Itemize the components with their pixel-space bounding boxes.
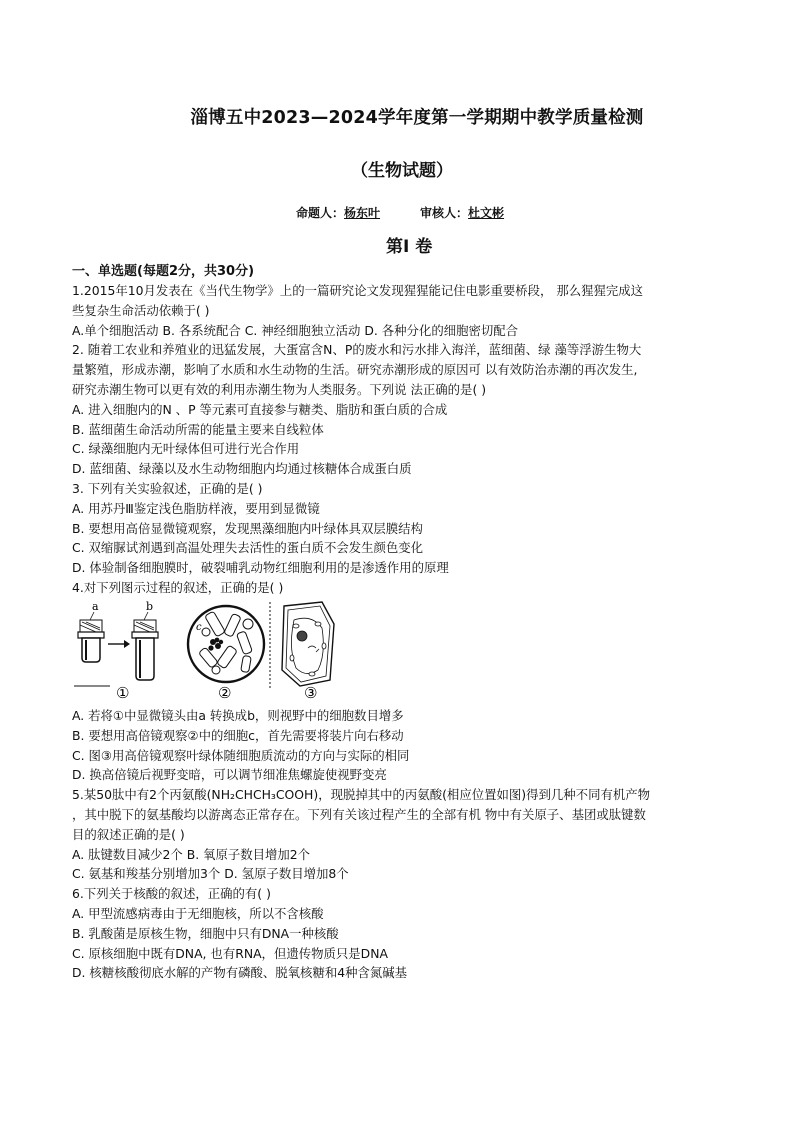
objective-lens-b	[132, 612, 158, 680]
author-label: 命题人：	[296, 206, 345, 220]
text-line: A. 用苏丹Ⅲ鉴定浅色脂肪样液，要用到显微镜	[72, 500, 320, 516]
objective-lens-panel	[74, 600, 158, 702]
text-line: 5.某50肽中有2个丙氨酸(NH₂CHCH₃COOH)，现脱掉其中的丙氨酸(相应位置如图)得到几种不同有机产物	[72, 787, 651, 803]
text-line: 2. 随着工农业和养殖业的迅猛发展，大蛋富含N、P的废水和污水排入海洋，蓝细菌、绿 藻等浮游生物大	[72, 342, 642, 358]
text-line: C. 氨基和羧基分别增加3个 D. 氢原子数目增加8个	[72, 866, 349, 882]
text-line: 3. 下列有关实验叙述，正确的是( )	[72, 480, 263, 496]
text-line: 4.对下列图示过程的叙述，正确的是( )	[72, 579, 284, 595]
arrow-icon	[108, 640, 130, 648]
text-line: C. 双缩脲试剂遇到高温处理失去活性的蛋白质不会发生颜色变化	[72, 540, 424, 556]
text-line: 些复杂生命活动依赖于( )	[72, 302, 210, 318]
label-a: a	[92, 600, 99, 613]
text-line: D. 核糖核酸彻底水解的产物有磷酸、脱氧核糖和4种含氮碱基	[72, 965, 408, 981]
text-line: C. 图③用高倍镜观察叶绿体随细胞质流动的方向与实际的相同	[72, 747, 410, 763]
text-line: B. 蓝细菌生命活动所需的能量主要来自线粒体	[72, 421, 324, 437]
text-line: 量繁殖，形成赤潮，影响了水质和水生动物的生活。研究赤潮形成的原因可 以有效防治赤潮的再次发生,	[72, 362, 638, 378]
volume-heading: 第I 卷	[386, 237, 433, 257]
text-line: A. 进入细胞内的N 、P 等元素可直接参与糖类、脂肪和蛋白质的合成	[72, 401, 448, 417]
text-line: C. 绿藻细胞内无叶绿体但可进行光合作用	[72, 441, 300, 457]
text-line: 6.下列关于核酸的叙述，正确的有( )	[72, 886, 271, 902]
text-line: D. 换高倍镜后视野变暗，可以调节细准焦螺旋使视野变亮	[72, 767, 387, 783]
text-line: 研究赤潮生物可以更有效的利用赤潮生物为人类服务。下列说 法正确的是( )	[72, 381, 487, 397]
figure-number-1: ①	[116, 684, 130, 702]
section-heading: 一、单选题(每题2分，共30分)	[72, 264, 255, 279]
text-line: C. 原核细胞中既有DNA, 也有RNA，但遗传物质只是DNA	[72, 945, 388, 961]
text-line: B. 乳酸菌是原核生物，细胞中只有DNA一种核酸	[72, 925, 339, 941]
label-b: b	[146, 600, 154, 613]
text-line: A. 肽键数目减少2个 B. 氧原子数目增加2个	[72, 846, 311, 862]
text-line: D. 蓝细菌、绿藻以及水生动物细胞内均通过核糖体合成蛋白质	[72, 461, 412, 477]
author-name: 杨东叶	[344, 206, 381, 220]
microscope-figure	[72, 598, 342, 706]
plant-cell-panel	[282, 602, 334, 702]
field-of-view-panel	[188, 606, 264, 702]
figure-number-3: ③	[304, 684, 318, 702]
text-line: A. 若将①中显微镜头由a 转换成b，则视野中的细胞数目增多	[72, 708, 404, 723]
text-line: ，其中脱下的氨基酸均以游离态正常存在。下列有关该过程产生的全部有机 物中有关原子、基团或肽键数	[72, 806, 646, 822]
label-c: c	[196, 622, 202, 633]
exam-subtitle: （生物试题）	[351, 161, 453, 181]
author-line	[296, 204, 504, 221]
text-line: 1.2015年10月发表在《当代生物学》上的一篇研究论文发现猩猩能记住电影重要桥段， 那么猩猩完成这	[72, 283, 644, 298]
text-line: B. 要想用高倍显微镜观察，发现黑藻细胞内叶绿体具双层膜结构	[72, 520, 423, 536]
text-line: B. 要想用高倍镜观察②中的细胞c，首先需要将装片向右移动	[72, 727, 404, 743]
objective-lens-a	[78, 612, 104, 662]
exam-title: 淄博五中2023—2024学年度第一学期期中教学质量检测	[190, 108, 644, 128]
figure-number-2: ②	[218, 684, 232, 702]
text-line: A.单个细胞活动 B. 各系统配合 C. 神经细胞独立活动 D. 各种分化的细胞密切配合	[72, 322, 519, 338]
question-block-1	[72, 281, 732, 598]
reviewer-label: 审核人：	[420, 206, 469, 220]
reviewer-name: 杜文彬	[468, 206, 505, 220]
text-line: A. 甲型流感病毒由于无细胞核，所以不含核酸	[72, 905, 324, 921]
text-line: 目的叙述正确的是( )	[72, 826, 185, 842]
question-block-2	[72, 706, 732, 983]
text-line: D. 体验制备细胞膜时，破裂哺乳动物红细胞利用的是渗透作用的原理	[72, 560, 449, 576]
